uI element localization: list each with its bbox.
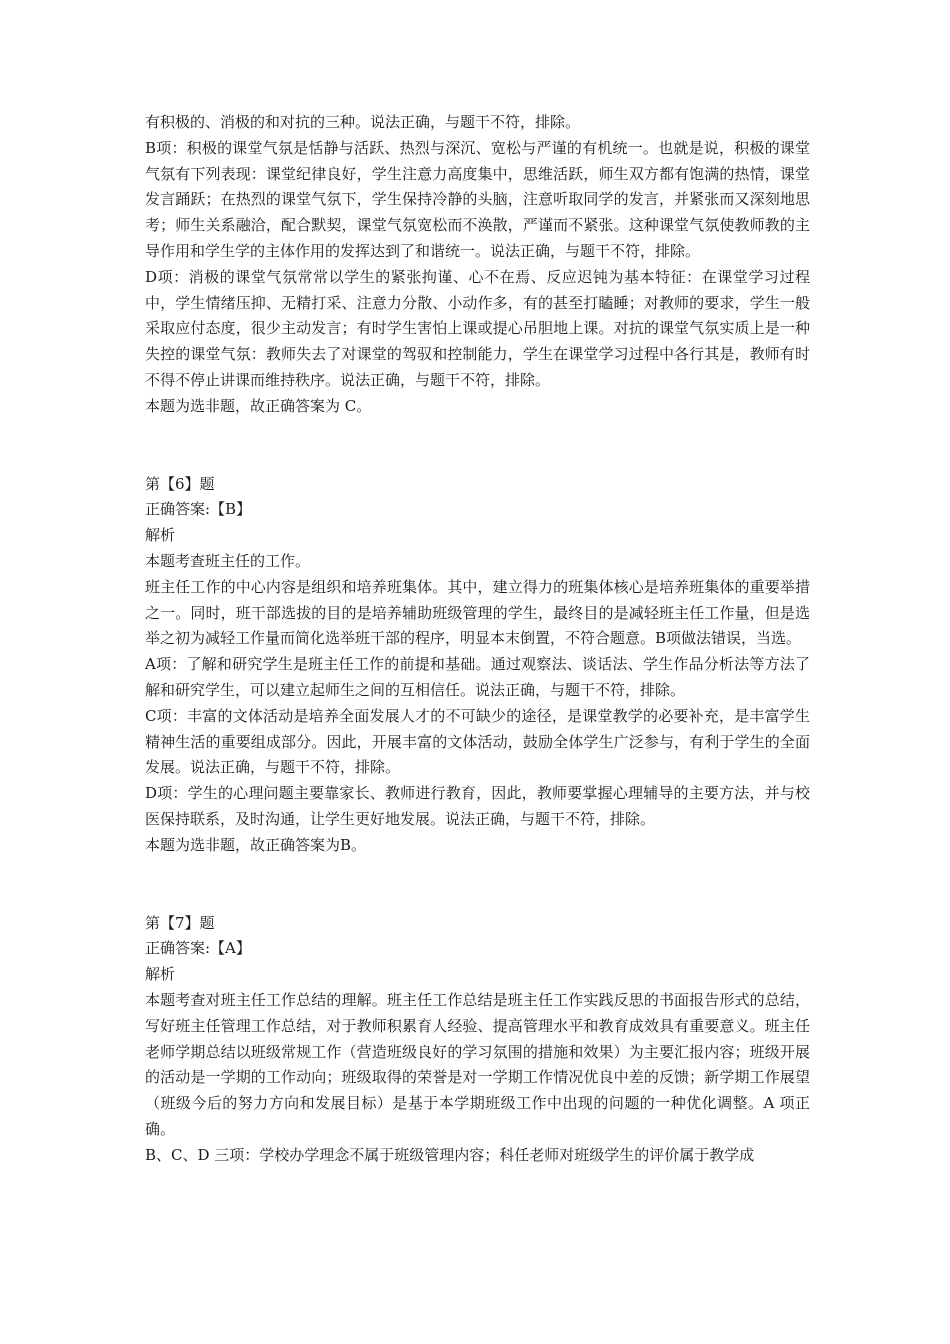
analysis-label: 解析: [145, 526, 176, 545]
question-heading: 第【7】题: [145, 913, 215, 932]
paragraph-topic: 本题考查班主任的工作。: [145, 551, 311, 570]
paragraph-main: 班主任工作的中心内容是组织和培养班集体。其中，建立得力的班集体核心是培养班集体的重要举措之一。同时，班干部选拔的目的是培养辅助班级管理的学生，最终目的是减轻班主任工作量，但是选举之初为减轻工作量而简化选举班干部的程序，明显本末倒置，不符合题意。B项做法错误，当选。: [145, 577, 810, 648]
paragraph-option-d: D项：消极的课堂气氛常常以学生的紧张拘谨、心不在焉、反应迟钝为基本特征：在课堂学习过程中，学生情绪压抑、无精打采、注意力分散、小动作多，有的甚至打瞌睡；对教师的要求，学生一般采取应付态度，很少主动发言；有时学生害怕上课或提心吊胆地上课。对抗的课堂气氛实质上是一种失控的课堂气氛：教师失去了对课堂的驾驭和控制能力，学生在课堂学习过程中各行其是，教师有时不得不停止讲课而维持秩序。说法正确，与题干不符，排除。: [145, 267, 810, 389]
question-7: [145, 911, 810, 1169]
question-heading: 第【6】题: [145, 474, 215, 493]
paragraph-option-b: B项：积极的课堂气氛是恬静与活跃、热烈与深沉、宽松与严谨的有机统一。也就是说，积极的课堂气氛有下列表现：课堂纪律良好，学生注意力高度集中，思维活跃，师生双方都有饱满的热情，课堂发言踊跃；在热烈的课堂气氛下，学生保持冷静的头脑，注意听取同学的发言，并紧张而又深刻地思考；师生关系融洽，配合默契，课堂气氛宽松而不涣散，严谨而不紧张。这种课堂气氛使教师教的主导作用和学生学的主体作用的发挥达到了和谐统一。说法正确，与题干不符，排除。: [145, 138, 810, 260]
paragraph-conclusion: 本题为选非题，故正确答案为 C。: [145, 396, 372, 415]
paragraph-main: 本题考查对班主任工作总结的理解。班主任工作总结是班主任工作实践反思的书面报告形式的总结，写好班主任管理工作总结，对于教师积累育人经验、提高管理水平和教育成效具有重要意义。班主任老师学期总结以班级常规工作（营造班级良好的学习氛围的措施和效果）为主要汇报内容；班级开展的活动是一学期的工作动向；班级取得的荣誉是对一学期工作情况优良中差的反馈；新学期工作展望（班级今后的努力方向和发展目标）是基于本学期班级工作中出现的问题的一种优化调整。A 项正确。: [145, 990, 810, 1138]
document-page: [145, 110, 810, 1168]
question-5-analysis-continued: [145, 110, 810, 420]
section-spacer: [145, 859, 810, 911]
question-6: [145, 472, 810, 859]
paragraph-option-d: D项：学生的心理问题主要靠家长、教师进行教育，因此，教师要掌握心理辅导的主要方法，并与校医保持联系，及时沟通，让学生更好地发展。说法正确，与题干不符，排除。: [145, 784, 810, 828]
section-spacer: [145, 420, 810, 472]
correct-answer: 正确答案:【A】: [145, 939, 251, 958]
paragraph-options-bcd: B、C、D 三项：学校办学理念不属于班级管理内容；科任老师对班级学生的评价属于教学成: [145, 1145, 755, 1164]
paragraph-option-c: C项：丰富的文体活动是培养全面发展人才的不可缺少的途径，是课堂教学的必要补充，是丰富学生精神生活的重要组成部分。因此，开展丰富的文体活动，鼓励全体学生广泛参与，有利于学生的全面发展。说法正确，与题干不符，排除。: [145, 706, 810, 777]
paragraph-option-a: A项：了解和研究学生是班主任工作的前提和基础。通过观察法、谈话法、学生作品分析法等方法了解和研究学生，可以建立起师生之间的互相信任。说法正确，与题干不符，排除。: [145, 655, 810, 699]
paragraph-conclusion: 本题为选非题，故正确答案为B。: [145, 835, 367, 854]
paragraph: 有积极的、消极的和对抗的三种。说法正确，与题干不符，排除。: [145, 113, 581, 131]
correct-answer: 正确答案:【B】: [145, 500, 252, 519]
analysis-label: 解析: [145, 965, 176, 984]
